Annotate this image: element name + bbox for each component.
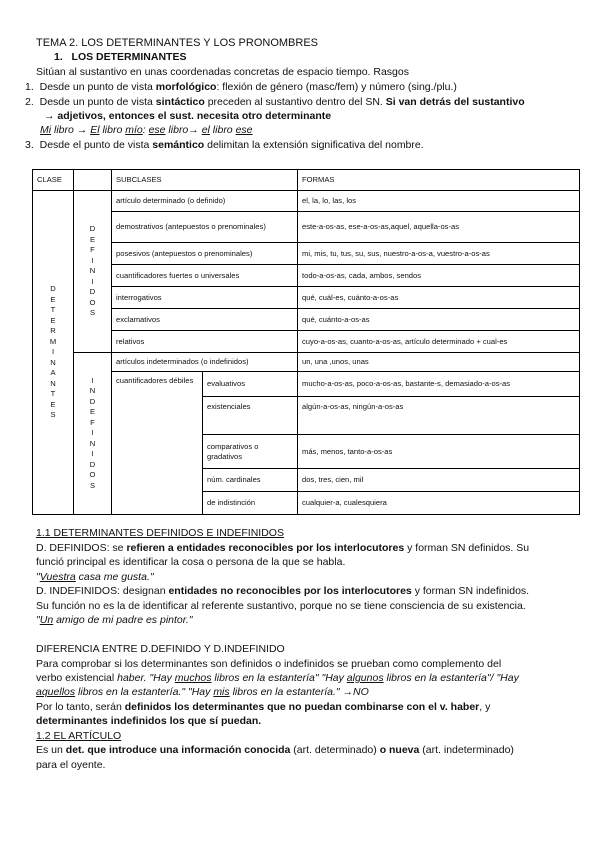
- paragraph-text: (art. indeterminado): [419, 744, 514, 756]
- indefinidos-paragraph: [36, 585, 529, 598]
- example-word: Mi: [40, 124, 52, 136]
- forms-cell: el, la, lo, las, los: [298, 191, 580, 212]
- vertical-letter: E: [89, 234, 96, 244]
- articulo-paragraph: [36, 744, 514, 757]
- example-text: casa me gusta.": [75, 571, 154, 583]
- vertical-letter: N: [89, 438, 96, 448]
- paragraph-keyword: o nueva: [379, 744, 420, 756]
- subclass-cell: comparativos o gradativos: [203, 435, 298, 469]
- vertical-letter: I: [91, 449, 94, 459]
- quote-mark: ": [36, 614, 40, 626]
- quote-mark: ": [36, 571, 40, 583]
- vertical-letter: N: [89, 266, 96, 276]
- difference-conclusion: [36, 701, 490, 714]
- definidos-paragraph: [36, 542, 529, 555]
- intro-text: Sitúan al sustantivo en unas coordenadas concretas de espacio tiempo. Rasgos: [36, 66, 409, 78]
- vertical-letter: D: [50, 284, 56, 294]
- vertical-letter: R: [50, 326, 56, 336]
- vertical-letter: N: [89, 386, 96, 396]
- point-3: [25, 139, 424, 152]
- vertical-letter: D: [89, 459, 96, 469]
- example-1: [36, 571, 154, 584]
- vertical-letter: I: [91, 276, 94, 286]
- paragraph-text: y forman SN indefinidos.: [411, 585, 530, 597]
- subclass-cell: interrogativos: [112, 287, 298, 309]
- vertical-letter: I: [91, 375, 94, 385]
- point-keyword: Si van detrás del sustantivo: [385, 96, 525, 108]
- vertical-letter: N: [50, 378, 56, 388]
- point-number: 3.: [25, 139, 34, 151]
- subclass-cell: exclamativos: [112, 309, 298, 331]
- difference-text: Para comprobar si los determinantes son definidos o indefinidos se prueban como complemento del: [36, 658, 502, 670]
- example-word: aquellos: [36, 686, 76, 698]
- example-text: →NO: [342, 686, 369, 698]
- point-text: preceden al sustantivo dentro del SN.: [204, 96, 386, 108]
- header-formas: FORMAS: [298, 170, 580, 191]
- paragraph-text: y forman SN definidos. Su: [404, 542, 530, 554]
- subclass-cell: evaluativos: [203, 372, 298, 397]
- header-clase: CLASE: [33, 170, 74, 191]
- vertical-letter: T: [50, 305, 56, 315]
- paragraph-text: verbo existencial: [36, 672, 118, 684]
- example-text: libros en la estantería." "Hay: [75, 686, 214, 698]
- forms-cell: qué, cuál-es, cuánto-a-os-as: [298, 287, 580, 309]
- subclass-cell: existenciales: [203, 397, 298, 435]
- example-text: libro→: [165, 124, 202, 136]
- paragraph-keyword: definidos los determinantes que no puedan combinarse con el v. haber: [124, 701, 480, 713]
- example-word: mis: [213, 686, 230, 698]
- vertical-letter: T: [50, 389, 56, 399]
- point-number: 1.: [25, 81, 34, 93]
- vertical-letter: D: [89, 396, 96, 406]
- point-text: Desde el punto de vista: [39, 139, 153, 151]
- example-text: amigo de mi padre es pintor.": [53, 614, 193, 626]
- example-text: libros en la estantería.": [229, 686, 343, 698]
- paragraph-keyword: entidades no reconocibles por los interlocutores: [168, 585, 412, 597]
- vertical-letter: E: [89, 407, 96, 417]
- vertical-letter: S: [89, 480, 96, 490]
- example-word: ese: [148, 124, 166, 136]
- point-text: delimitan la extensión significativa del nombre.: [204, 139, 424, 151]
- subclass-cell: artículos indeterminados (o indefinidos): [112, 353, 298, 372]
- vertical-letter: F: [90, 245, 95, 255]
- vertical-letter: D: [89, 224, 96, 234]
- forms-cell: mucho-a-os-as, poco-a-os-as, bastante-s, demasiado-a-os-as: [298, 372, 580, 397]
- example-text: libro: [209, 124, 236, 136]
- subsection-heading: 1.1 DETERMINANTES DEFINIDOS E INDEFINIDOS: [36, 527, 284, 539]
- determinants-table: [32, 169, 580, 515]
- forms-cell: algún-a-os-as, ningún-a-os-as: [298, 397, 580, 435]
- vertical-letter: I: [51, 347, 55, 357]
- subclass-cell: núm. cardinales: [203, 469, 298, 492]
- point-1: [25, 81, 457, 94]
- example-2: [36, 614, 193, 627]
- difference-text-3: [36, 686, 369, 699]
- vertical-letter: M: [49, 336, 57, 346]
- paragraph-keyword: det. que introduce una información conocida: [65, 744, 291, 756]
- point-text: : flexión de género (masc/fem) y número (sing./plu.): [216, 81, 457, 93]
- example-text: libro: [99, 124, 126, 136]
- example-text: libro →: [51, 124, 91, 136]
- header-subclases: SUBCLASES: [112, 170, 298, 191]
- example-text: . "Hay: [143, 672, 175, 684]
- forms-cell: cuyo-a-os-as, cuanto-a-os-as, artículo determinado + cual-es: [298, 331, 580, 353]
- point-2-example: [40, 124, 253, 137]
- example-word: el: [201, 124, 210, 136]
- paragraph-text: (art. determinado): [290, 744, 380, 756]
- paragraph-text: Es un: [36, 744, 66, 756]
- forms-cell: dos, tres, cien, mil: [298, 469, 580, 492]
- paragraph-text: D. DEFINIDOS: se: [36, 542, 127, 554]
- point-2: [25, 96, 525, 109]
- example-word: Vuestra: [39, 571, 76, 583]
- example-word: mío: [125, 124, 143, 136]
- vertical-letter: E: [50, 399, 56, 409]
- difference-text-2: [36, 672, 519, 685]
- point-keyword: semántico: [152, 139, 205, 151]
- section-label: LOS DETERMINANTES: [71, 51, 187, 63]
- section-heading: [54, 51, 186, 64]
- forms-cell: todo-a-os-as, cada, ambos, sendos: [298, 265, 580, 287]
- example-word: Un: [39, 614, 54, 626]
- vertical-letter: O: [89, 297, 96, 307]
- difference-conclusion-cont: determinantes indefinidos los que sí puedan.: [36, 715, 262, 727]
- subsection-heading-articulo: 1.2 EL ARTÍCULO: [36, 730, 122, 742]
- example-text: libros en la estantería"/ "Hay: [383, 672, 519, 684]
- point-2-cont: → adjetivos, entonces el sust. necesita otro determinante: [44, 110, 332, 122]
- point-text: Desde un punto de vista: [39, 96, 156, 108]
- vertical-letter: S: [50, 410, 56, 420]
- vertical-letter: D: [89, 287, 96, 297]
- paragraph-text: D. INDEFINIDOS: designan: [36, 585, 169, 597]
- forms-cell: un, una ,unos, unas: [298, 353, 580, 372]
- subclass-cell: posesivos (antepuestos o prenominales): [112, 243, 298, 265]
- forms-cell: qué, cuánto-a-os-as: [298, 309, 580, 331]
- example-word: algunos: [346, 672, 384, 684]
- example-word: ese: [235, 124, 253, 136]
- subclass-cell: cuantificadores fuertes o universales: [112, 265, 298, 287]
- forms-cell: mi, mis, tu, tus, su, sus, nuestro-a-os-a, vuestro-a-os-as: [298, 243, 580, 265]
- point-keyword: morfológico: [155, 81, 217, 93]
- vertical-letter: O: [89, 470, 96, 480]
- point-number: 2.: [25, 96, 34, 108]
- indefinidos-paragraph-cont: Su función no es la de identificar al referente sustantivo, porque no se tiene consciencia de su existencia.: [36, 600, 526, 612]
- forms-cell: cualquier-a, cualesquiera: [298, 492, 580, 515]
- example-word: El: [90, 124, 100, 136]
- subclass-cell: de indistinción: [203, 492, 298, 515]
- vertical-letter: S: [89, 308, 96, 318]
- point-keyword: sintáctico: [155, 96, 205, 108]
- difference-heading: DIFERENCIA ENTRE D.DEFINIDO Y D.INDEFINIDO: [36, 643, 285, 655]
- definidos-paragraph-cont: funció principal es identificar la cosa o persona de la que se habla.: [36, 556, 346, 568]
- forms-cell: este-a-os-as, ese-a-os-as,aquel, aquella-os-as: [298, 212, 580, 243]
- forms-cell: más, menos, tanto-a-os-as: [298, 435, 580, 469]
- subclass-cell: relativos: [112, 331, 298, 353]
- determinantes-vertical-label: [33, 191, 74, 515]
- indefinidos-vertical-label: [74, 353, 112, 515]
- paragraph-keyword: refieren a entidades reconocibles por los interlocutores: [126, 542, 405, 554]
- articulo-paragraph-cont: para el oyente.: [36, 759, 106, 771]
- example-word: muchos: [174, 672, 212, 684]
- vertical-letter: E: [50, 315, 56, 325]
- vertical-letter: I: [91, 428, 94, 438]
- subclass-cell: demostrativos (antepuestos o prenominales): [112, 212, 298, 243]
- example-text: :: [142, 124, 149, 136]
- cuantificadores-label: cuantificadores débiles: [112, 372, 203, 515]
- paragraph-text: , y: [479, 701, 491, 713]
- section-number: 1.: [54, 51, 63, 63]
- definidos-vertical-label: [74, 191, 112, 353]
- header-blank: [74, 170, 112, 191]
- subclass-cell: artículo determinado (o definido): [112, 191, 298, 212]
- vertical-letter: E: [50, 294, 56, 304]
- vertical-letter: F: [90, 417, 95, 427]
- vertical-letter: N: [50, 357, 56, 367]
- vertical-letter: A: [50, 368, 56, 378]
- point-text: Desde un punto de vista: [39, 81, 156, 93]
- page-title: TEMA 2. LOS DETERMINANTES Y LOS PRONOMBRES: [36, 37, 318, 49]
- example-text: libros en la estantería" "Hay: [211, 672, 347, 684]
- verb-word: haber: [117, 672, 144, 684]
- vertical-letter: I: [91, 255, 94, 265]
- paragraph-text: Por lo tanto, serán: [36, 701, 125, 713]
